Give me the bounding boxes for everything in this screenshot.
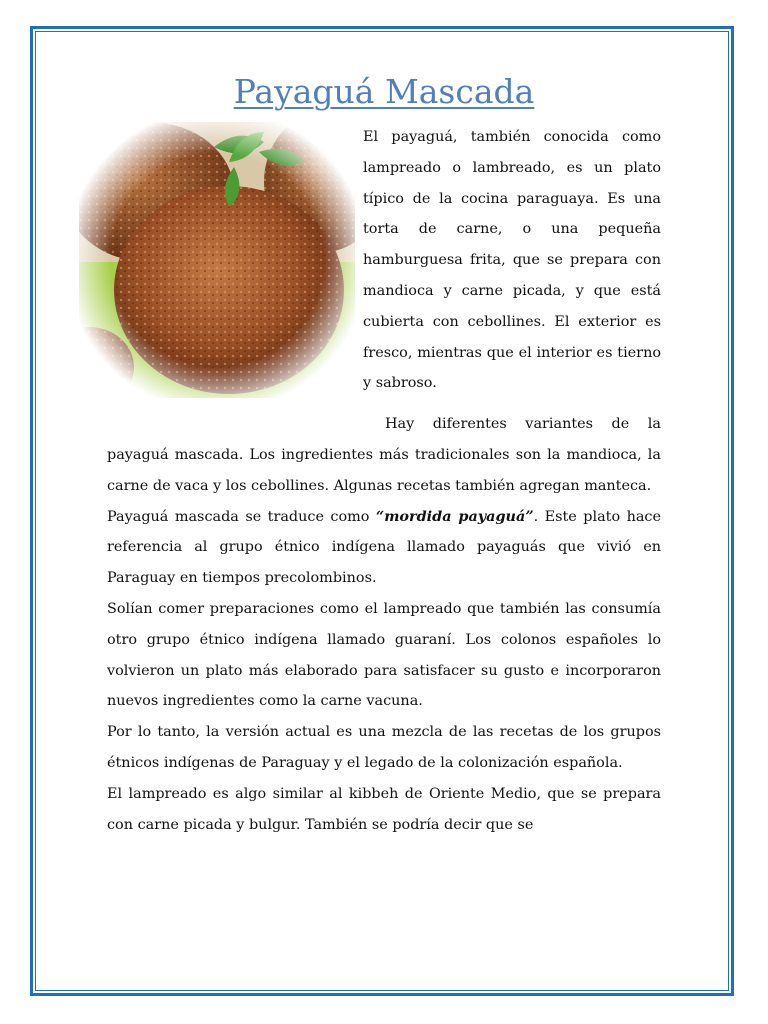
payagua-food-photo	[79, 122, 355, 398]
intro-paragraph: El payaguá, también conocida como lampreado o lambreado, es un plato típico de la cocina paraguaya. Es una torta de carne, o una pequeña hamburguesa frita, que se prepara con mandioca y carne picada, y que está cubierta con cebollines. El exterior es fresco, mientras que el interior es tierno y sabroso.	[363, 129, 661, 392]
translation-quote: “mordida payaguá”	[375, 507, 534, 525]
translation-paragraph: Payaguá mascada se traduce como “mordida payaguá”. Este plato hace referencia al grupo étnico indígena llamado payaguás que vivió en Paraguay en tiempos precolombinos.	[107, 507, 661, 587]
variants-text: Hay diferentes variantes de la payaguá mascada. Los ingredientes más tradicionales son la mandioca, la carne de vaca y los cebollines. Algunas recetas también agregan manteca.	[107, 416, 661, 494]
mixture-paragraph: Por lo tanto, la versión actual es una mezcla de las recetas de los grupos étnicos indígenas de Paraguay y el legado de la colonización española.	[107, 724, 661, 771]
document-body	[107, 122, 661, 840]
document-title: Payaguá Mascada	[233, 72, 535, 111]
guarani-paragraph: Solían comer preparaciones como el lampreado que también las consumía otro grupo étnico indígena llamado guaraní. Los colonos españoles lo volvieron un plato más elaborado para satisfacer su gusto e incorporaron nuevos ingredientes como la carne vacuna.	[107, 600, 661, 710]
variants-paragraph	[107, 409, 661, 501]
kibbeh-paragraph: El lampreado es algo similar al kibbeh de Oriente Medio, que se prepara con carne picada y bulgur. También se podría decir que se	[107, 785, 661, 833]
